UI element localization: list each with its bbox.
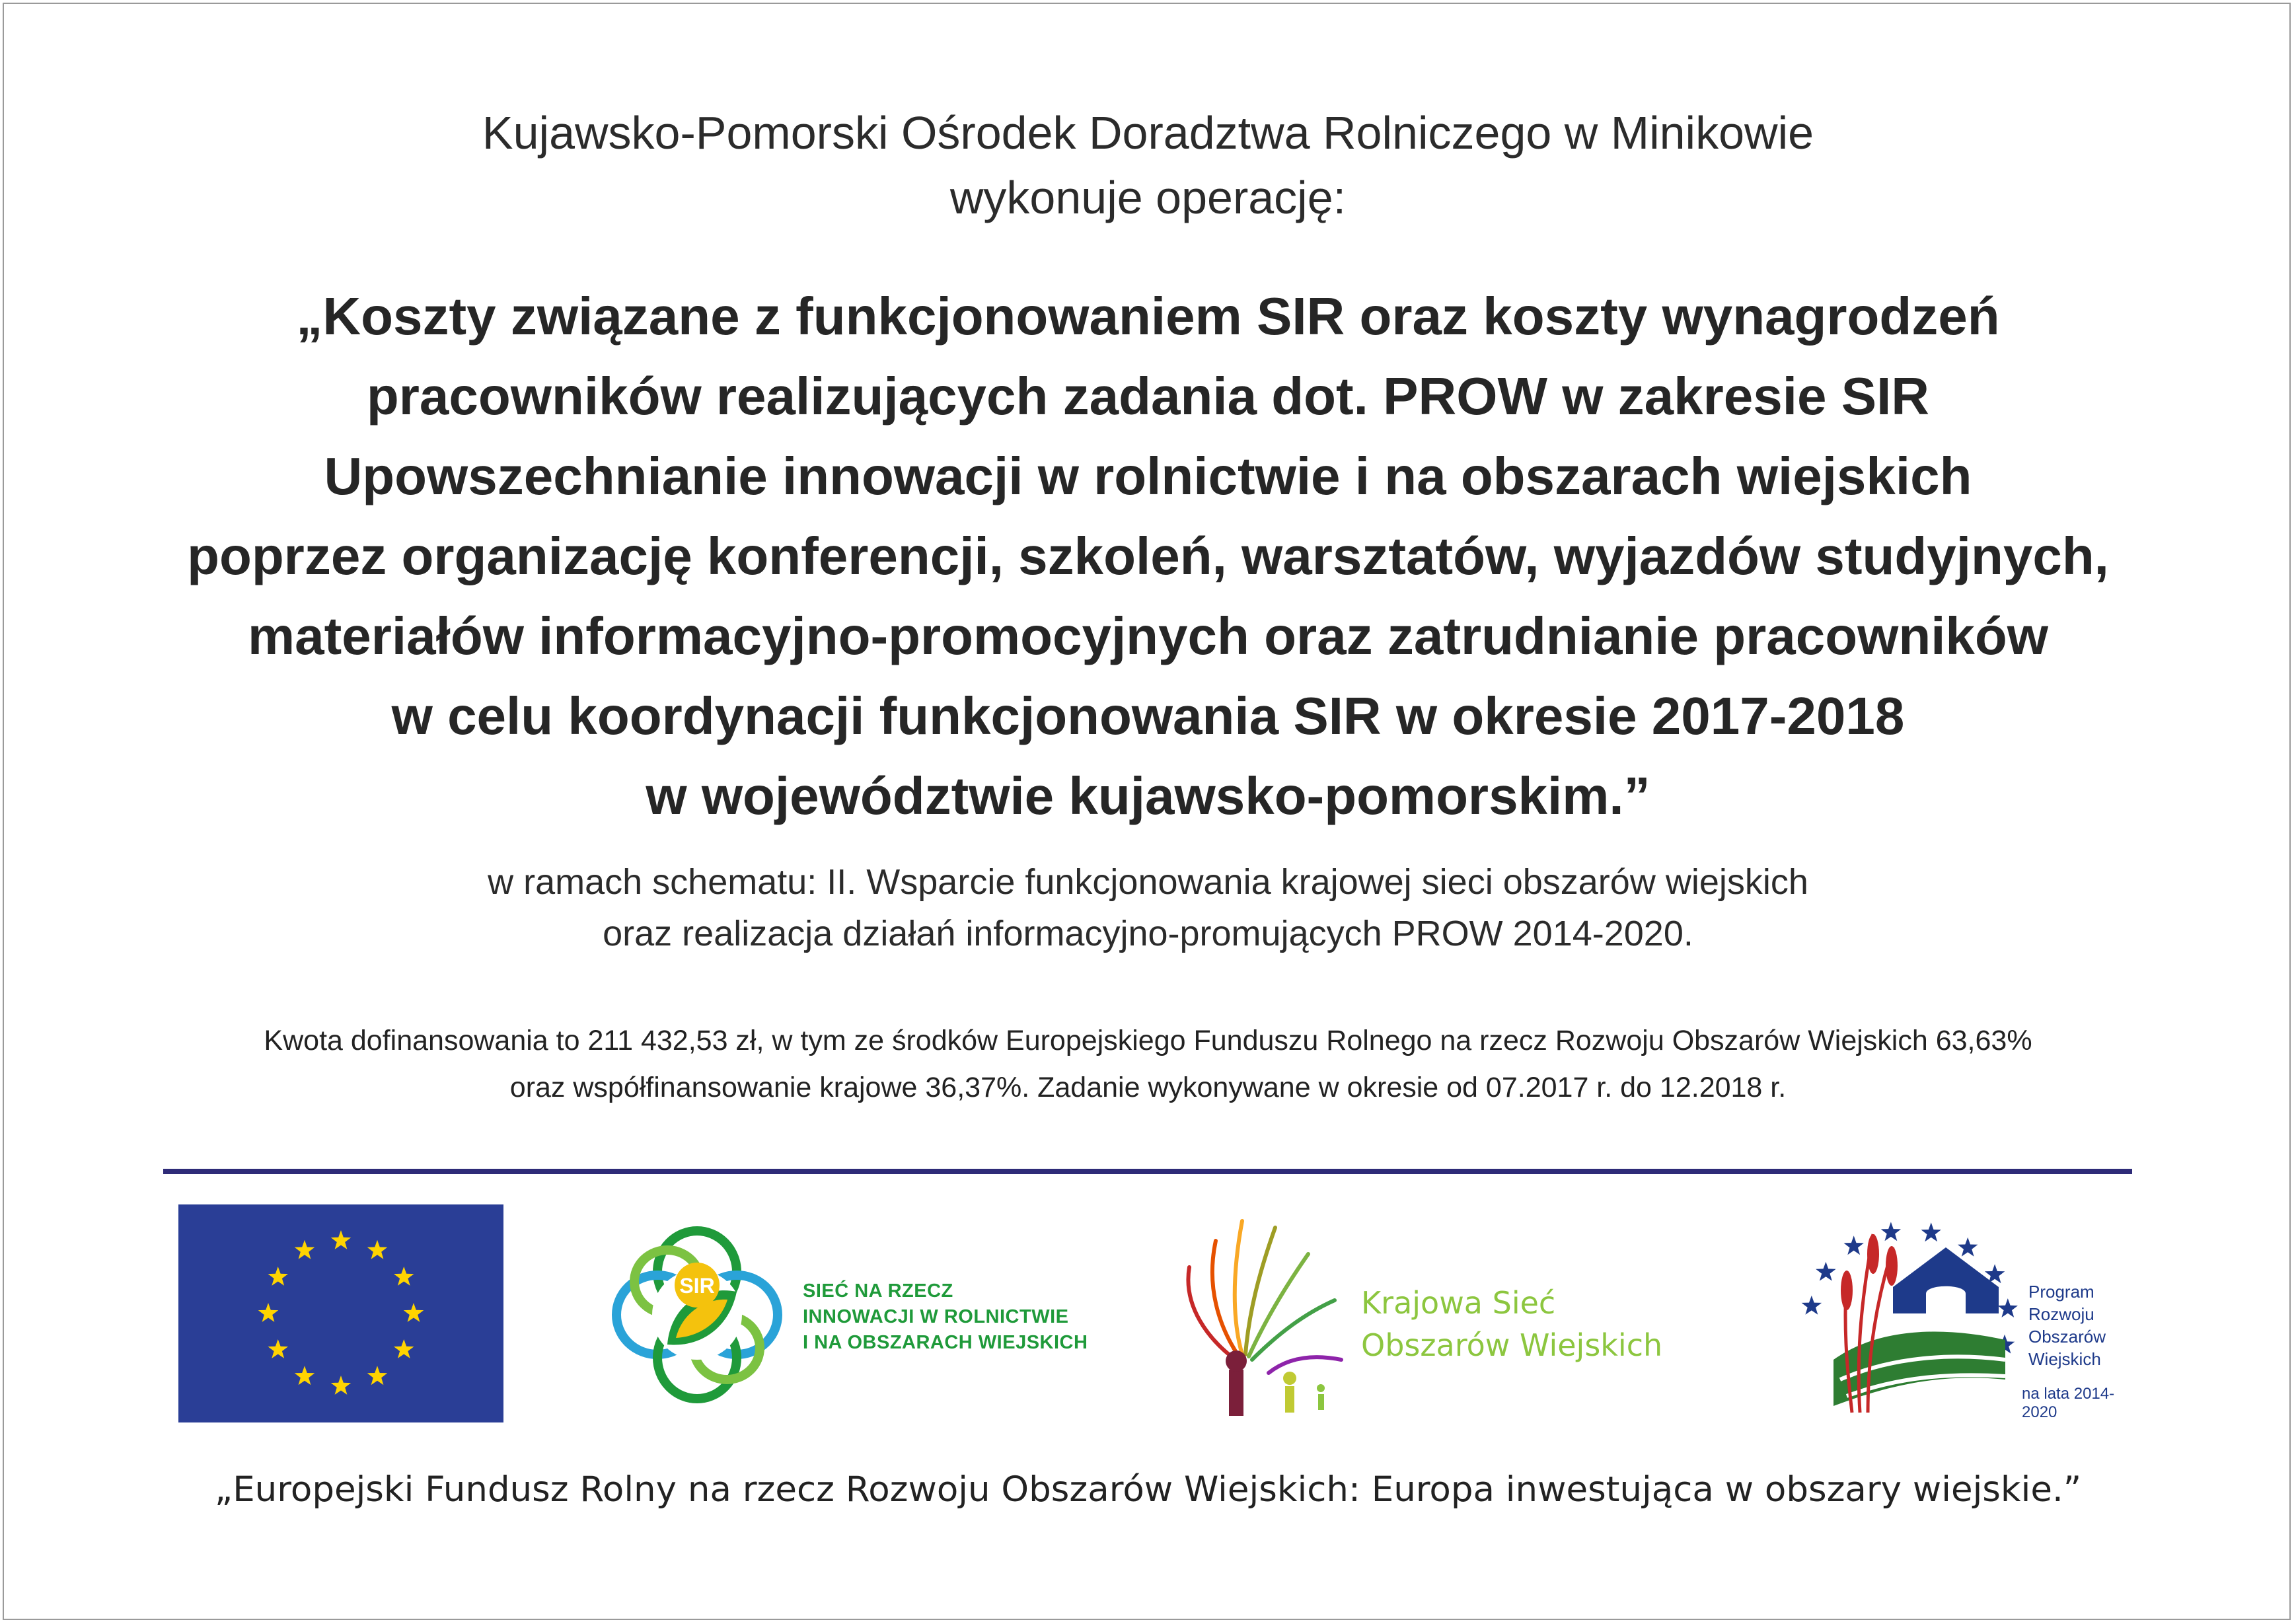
sir-badge-text: SIR <box>679 1274 715 1298</box>
sir-logo-line: SIEĆ NA RZECZ <box>803 1280 953 1302</box>
prow-logo-text <box>2028 1280 2141 1370</box>
eafrd-motto: „Europejski Fundusz Rolny na rzecz Rozwoju Obszarów Wiejskich: Europa inwestująca w obszary wiejskie.” <box>214 1469 2082 1510</box>
prow-logo-line: Wiejskich <box>2028 1349 2101 1369</box>
prow-logo-line: Program <box>2028 1282 2094 1302</box>
prow-star-icon <box>1881 1222 1901 1241</box>
scheme-line: oraz realizacja działań informacyjno-promujących PROW 2014-2020. <box>603 914 1693 953</box>
scheme-line: w ramach schematu: II. Wsparcie funkcjonowania krajowej sieci obszarów wiejskich <box>488 862 1808 902</box>
ksow-logo-line: Obszarów Wiejskich <box>1361 1327 1663 1363</box>
title-line: w województwie kujawsko-pomorskim.” <box>646 766 1650 825</box>
title-line: „Koszty związane z funkcjonowaniem SIR oraz koszty wynagrodzeń <box>296 287 2000 346</box>
prow-star-icon <box>1958 1237 1978 1257</box>
title-line: pracowników realizujących zadania dot. PROW w zakresie SIR <box>366 367 1930 425</box>
sir-logo-text <box>803 1278 1100 1356</box>
prow-logo-line: Rozwoju <box>2028 1304 2094 1324</box>
ksow-logo-text <box>1361 1282 1718 1366</box>
prow-star-icon <box>1844 1236 1864 1255</box>
funding-line: oraz współfinansowanie krajowe 36,37%. Zadanie wykonywane w okresie od 07.2017 r. do 12.2018 r. <box>509 1072 1787 1103</box>
funding-block <box>0 1017 2296 1111</box>
title-line: poprzez organizację konferencji, szkoleń, warsztatów, wyjazdów studyjnych, <box>187 527 2109 585</box>
title-line: Upowszechnianie innowacji w rolnictwie i na obszarach wiejskich <box>324 447 1972 505</box>
prow-star-icon <box>1802 1296 1822 1315</box>
intro-operation: wykonuje operację: <box>949 172 1347 223</box>
intro-organization: Kujawsko-Pomorski Ośrodek Doradztwa Rolniczego w Minikowie <box>482 107 1814 159</box>
sir-logo-line: INNOWACJI W ROLNICTWIE <box>803 1306 1069 1327</box>
title-line: w celu koordynacji funkcjonowania SIR w okresie 2017-2018 <box>391 686 1905 745</box>
operation-title <box>0 276 2296 836</box>
prow-logo <box>1794 1208 2137 1419</box>
funding-line: Kwota dofinansowania to 211 432,53 zł, w tym ze środków Europejskiego Funduszu Rolnego na rzecz Rozwoju Obszarów Wiejskich 63,63% <box>264 1025 2032 1056</box>
prow-star-icon <box>1816 1262 1836 1281</box>
divider-rule <box>163 1169 2132 1174</box>
sir-logo-line: I NA OBSZARACH WIEJSKICH <box>803 1332 1088 1353</box>
scheme-block <box>0 856 2296 959</box>
ksow-logo <box>1169 1208 1718 1419</box>
eu-flag-logo <box>178 1204 503 1422</box>
prow-logo-line: Obszarów <box>2028 1327 2106 1347</box>
title-line: materiałów informacyjno-promocyjnych oraz zatrudnianie pracowników <box>248 607 2048 665</box>
sir-network-logo <box>598 1212 1100 1417</box>
ksow-logo-line: Krajowa Sieć <box>1361 1285 1556 1321</box>
prow-years: na lata 2014-2020 <box>2022 1385 2115 1421</box>
prow-star-icon <box>1998 1298 2018 1317</box>
intro-block <box>0 100 2296 230</box>
prow-star-icon <box>1921 1222 1941 1241</box>
